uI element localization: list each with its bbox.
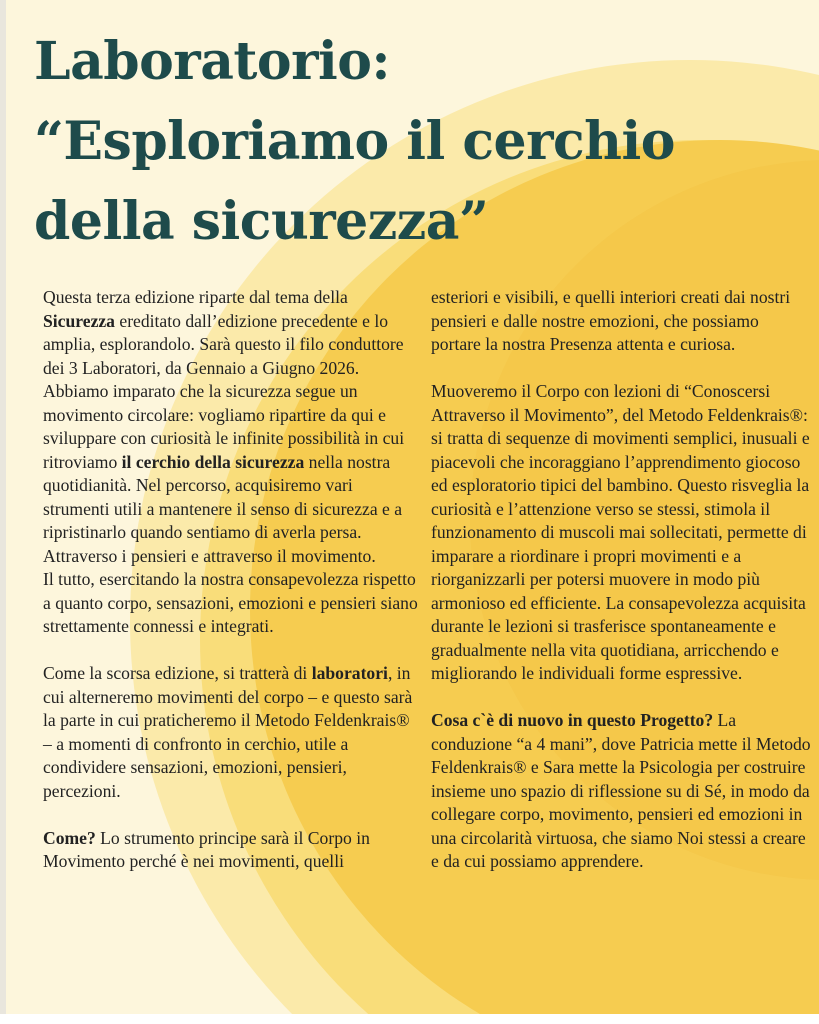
paragraph-gap — [43, 803, 418, 827]
paragraph-gap — [431, 686, 811, 710]
text: Abbiamo imparato che la sicurezza segue un movimento circolare: vogliamo ripartire da qui e sviluppare con curiosità le infinite possibilità in cui ritroviamo — [43, 381, 405, 472]
bottom-frame-edge — [0, 1014, 819, 1024]
left-frame-edge — [0, 0, 6, 1024]
text: Lo strumento principe sarà il Corpo in Movimento perché è nei movimenti, quelli — [43, 827, 370, 871]
title-line-2: “Esploriamo il cerchio — [34, 111, 675, 172]
bold-text: Cosa c`è di nuovo in questo Progetto? — [431, 710, 714, 730]
right-paragraph-1: esteriori e visibili, e quelli interiori creati dai nostri pensieri e dalle nostre emozioni, che possiamo portare la nostra Presenza attenta e curiosa. — [431, 287, 791, 354]
title-line-1: Laboratorio: — [34, 31, 391, 92]
text: Come la scorsa edizione, si tratterà di — [43, 663, 312, 683]
left-paragraph-3: Il tutto, esercitando la nostra consapevolezza rispetto a quanto corpo, sensazioni, emozioni e pensieri siano strettamente connessi e integrati. — [43, 569, 418, 636]
page-title — [34, 22, 809, 262]
right-paragraph-3 — [431, 709, 811, 874]
left-paragraph-5 — [43, 827, 418, 874]
paragraph-gap — [431, 357, 811, 381]
text: nella nostra quotidianità. Nel percorso, acquisiremo vari strumenti utili a mantenere il senso di sicurezza e a ripristinarlo quando sentiamo di averla persa. Attraverso i pensieri e attraverso il movimento. — [43, 451, 403, 566]
bold-text: Sicurezza — [43, 310, 115, 331]
left-text-column — [43, 286, 418, 874]
paragraph-gap — [43, 639, 418, 663]
bold-text: il cerchio della sicurezza — [121, 451, 305, 472]
title-line-3: della sicurezza” — [34, 191, 489, 252]
bold-text: laboratori — [311, 663, 388, 683]
left-paragraph-1 — [43, 286, 418, 380]
right-text-column — [431, 286, 811, 874]
left-paragraph-4 — [43, 662, 418, 803]
text: , in cui alterneremo movimenti del corpo – e questo sarà la parte in cui praticheremo il Metodo Feldenkrais® – a momenti di confronto in cerchio, utile a condividere sensazioni, emozioni, pensieri, percezioni. — [43, 663, 413, 801]
right-paragraph-2: Muoveremo il Corpo con lezioni di “Conoscersi Attraverso il Movimento”, del Metodo Feldenkrais®: si tratta di sequenze di movimenti semplici, inusuali e piacevoli che incoraggiano l’apprendimento giocoso ed esploratorio tipici del bambino. Questo risveglia la curiosità e l’attenzione verso se stessi, stimola il funzionamento di muscoli mai sollecitati, permette di imparare a riordinare i propri movimenti e a riorganizzarli per potersi muovere in modo più armonioso ed efficiente. La consapevolezza acquisita durante le lezioni si trasferisce spontaneamente e gradualmente nella vita quotidiana, arricchendo e migliorando le individuali forme espressive. — [431, 381, 810, 683]
left-paragraph-2 — [43, 380, 418, 568]
text: ereditato dall’edizione precedente e lo amplia, esplorandolo. Sarà questo il filo conduttore dei 3 Laboratori, da Gennaio a Giugno 2026. — [43, 310, 404, 378]
bold-text: Come? — [43, 827, 96, 848]
text: La conduzione “a 4 mani”, dove Patricia mette il Metodo Feldenkrais® e Sara mette la Psicologia per costruire insieme uno spazio di riflessione su di Sé, in modo da collegare corpo, movimento, pensieri ed emozioni in una circolarità virtuosa, che siamo Noi stessi a creare e da cui possiamo apprendere. — [431, 710, 811, 871]
text: Questa terza edizione riparte dal tema della — [43, 287, 348, 307]
